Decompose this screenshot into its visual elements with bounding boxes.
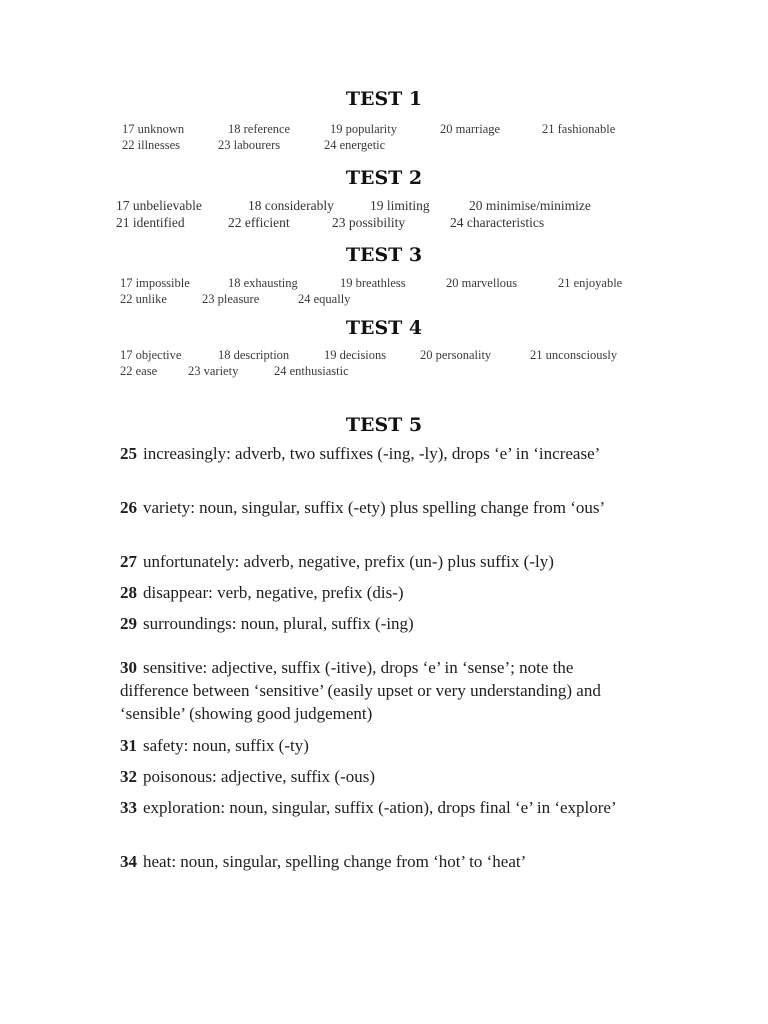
answer-row [118, 122, 658, 138]
note-number: 31 [120, 736, 137, 755]
answer-item: 23 pleasure [202, 292, 260, 306]
test-4-title: TEST 4 [345, 317, 423, 339]
answer-item: 18 description [218, 348, 290, 362]
answer-item: 19 decisions [324, 348, 387, 362]
answer-item: 23 labourers [218, 138, 281, 152]
answer-item: 24 enthusiastic [274, 364, 349, 378]
note-item [120, 550, 640, 573]
answer-item: 24 equally [298, 292, 351, 306]
answer-item: 21 fashionable [542, 122, 616, 136]
note-item [120, 581, 640, 604]
note-number: 34 [120, 852, 137, 871]
note-text: heat: noun, singular, spelling change from ‘hot’ to ‘heat’ [143, 852, 527, 871]
answer-item: 17 unknown [122, 122, 185, 136]
answer-item: 21 identified [116, 215, 185, 230]
note-number: 32 [120, 767, 137, 786]
note-text: poisonous: adjective, suffix (-ous) [143, 767, 375, 786]
note-number: 29 [120, 614, 137, 633]
note-item [120, 612, 640, 635]
answer-item: 21 enjoyable [558, 276, 623, 290]
note-text: variety: noun, singular, suffix (-ety) plus spelling change from ‘ous’ [143, 498, 606, 517]
note-text: sensitive: adjective, suffix (-itive), drops ‘e’ in ‘sense’; note the difference between ‘sensitive’ (easily upset or very understanding) and ‘sensible’ (showing good judgement) [120, 658, 601, 723]
note-item [120, 765, 640, 788]
note-item [120, 850, 640, 873]
note-number: 30 [120, 658, 137, 677]
answer-item: 20 marriage [440, 122, 501, 136]
answer-item: 18 considerably [248, 198, 334, 213]
answer-row [118, 348, 658, 364]
answer-item: 23 variety [188, 364, 239, 378]
note-text: increasingly: adverb, two suffixes (-ing, -ly), drops ‘e’ in ‘increase’ [143, 444, 601, 463]
note-number: 27 [120, 552, 137, 571]
answer-row [116, 198, 646, 215]
note-number: 25 [120, 444, 137, 463]
test-2-answers [116, 198, 646, 232]
note-item [120, 656, 640, 725]
note-text: unfortunately: adverb, negative, prefix (un-) plus suffix (-ly) [143, 552, 554, 571]
test-2-title: TEST 2 [345, 167, 423, 189]
answer-item: 17 objective [120, 348, 182, 362]
answer-item: 20 personality [420, 348, 492, 362]
answer-item: 19 popularity [330, 122, 398, 136]
answer-item: 24 characteristics [450, 215, 545, 230]
note-item [120, 734, 640, 757]
answer-row [118, 276, 658, 292]
note-item [120, 442, 640, 465]
answer-row [118, 138, 658, 154]
answer-item: 23 possibility [332, 215, 406, 230]
answer-item: 22 illnesses [122, 138, 180, 152]
note-number: 26 [120, 498, 137, 517]
answer-item: 17 unbelievable [116, 198, 202, 213]
answer-item: 22 efficient [228, 215, 290, 230]
test-4-answers [118, 348, 658, 380]
note-text: exploration: noun, singular, suffix (-ation), drops final ‘e’ in ‘explore’ [143, 798, 617, 817]
answer-item: 20 marvellous [446, 276, 518, 290]
note-text: safety: noun, suffix (-ty) [143, 736, 309, 755]
answer-item: 24 energetic [324, 138, 386, 152]
note-number: 33 [120, 798, 137, 817]
answer-item: 17 impossible [120, 276, 190, 290]
note-item [120, 796, 640, 819]
test-3-title: TEST 3 [345, 244, 423, 266]
test-1-answers [118, 122, 658, 154]
answer-row [118, 292, 658, 308]
test-5-title: TEST 5 [345, 414, 423, 436]
test-3-answers [118, 276, 658, 308]
note-number: 28 [120, 583, 137, 602]
answer-item: 19 limiting [370, 198, 430, 213]
answer-item: 22 ease [120, 364, 158, 378]
answer-item: 20 minimise/minimize [469, 198, 591, 213]
answer-item: 19 breathless [340, 276, 406, 290]
answer-row [118, 364, 658, 380]
answer-item: 18 reference [228, 122, 291, 136]
note-item [120, 496, 640, 519]
answer-item: 18 exhausting [228, 276, 298, 290]
note-text: disappear: verb, negative, prefix (dis-) [143, 583, 404, 602]
note-text: surroundings: noun, plural, suffix (-ing) [143, 614, 414, 633]
test-1-title: TEST 1 [345, 88, 423, 110]
answer-item: 22 unlike [120, 292, 167, 306]
answer-row [116, 215, 646, 232]
answer-item: 21 unconsciously [530, 348, 618, 362]
